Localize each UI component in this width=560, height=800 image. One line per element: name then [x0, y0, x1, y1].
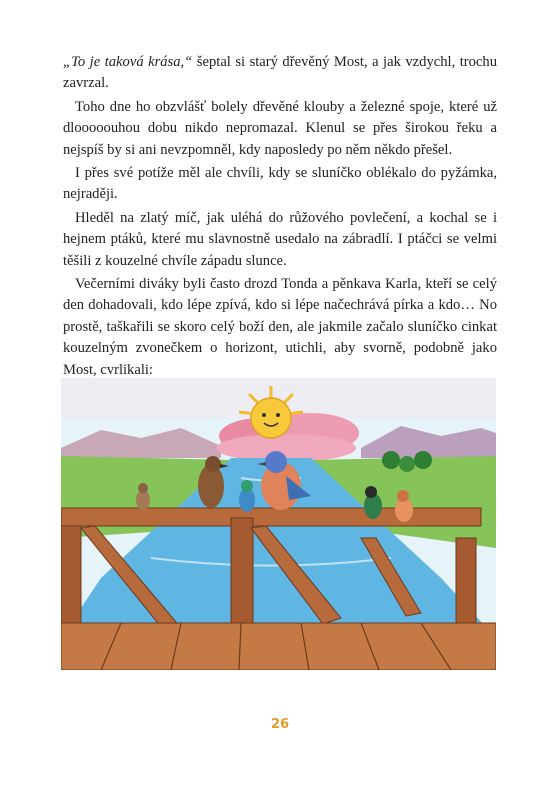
blue-tit-bird	[239, 480, 255, 512]
page-number: 26	[270, 717, 290, 732]
bridge-planks	[61, 623, 496, 670]
small-bird-left	[136, 483, 150, 510]
paragraph-1: „To je taková krása,“ šeptal si starý dřevěný Most, a jak vzdychl, trochu zavrzal.	[63, 54, 497, 92]
bridge-illustration	[61, 378, 496, 670]
story-text	[63, 52, 497, 383]
paragraph-4: Hleděl na zlatý míč, jak uléhá do růžového povlečení, a kochal se i hejnem ptáků, které mu slavnostně usedalo na zábradlí. I ptáčci se velmi těšili z kouzelné chvíle západu slunce.	[63, 209, 497, 269]
paragraph-5: Večerními diváky byli často drozd Tonda a pěnkava Karla, kteří se celý den dohadovali, kdo lépe zpívá, kdo si lépe načechrává pírka a kdo… No prostě, taškařili se skoro celý boží den, ale jakmile začalo sluníčko cinkat kouzelným zvonečkem o horizont, utichli, aby svorně, podobně jako Most, cvrlikali:	[63, 276, 497, 378]
paragraph-2: Toho dne ho obzvlášť bolely dřevěné klouby a železné spoje, které už dlooooouhou dobu nikdo nepromazal. Klenul se přes širokou řeku a nejspíš by si ani nevzpomněl, kdy naposledy po něm někdo přešel.	[63, 98, 497, 158]
quote-text: „To je taková krása,“	[63, 54, 193, 70]
paragraph-3: I přes své potíže měl ale chvíli, kdy se sluníčko oblékalo do pyžámka, nejraději.	[63, 165, 497, 203]
